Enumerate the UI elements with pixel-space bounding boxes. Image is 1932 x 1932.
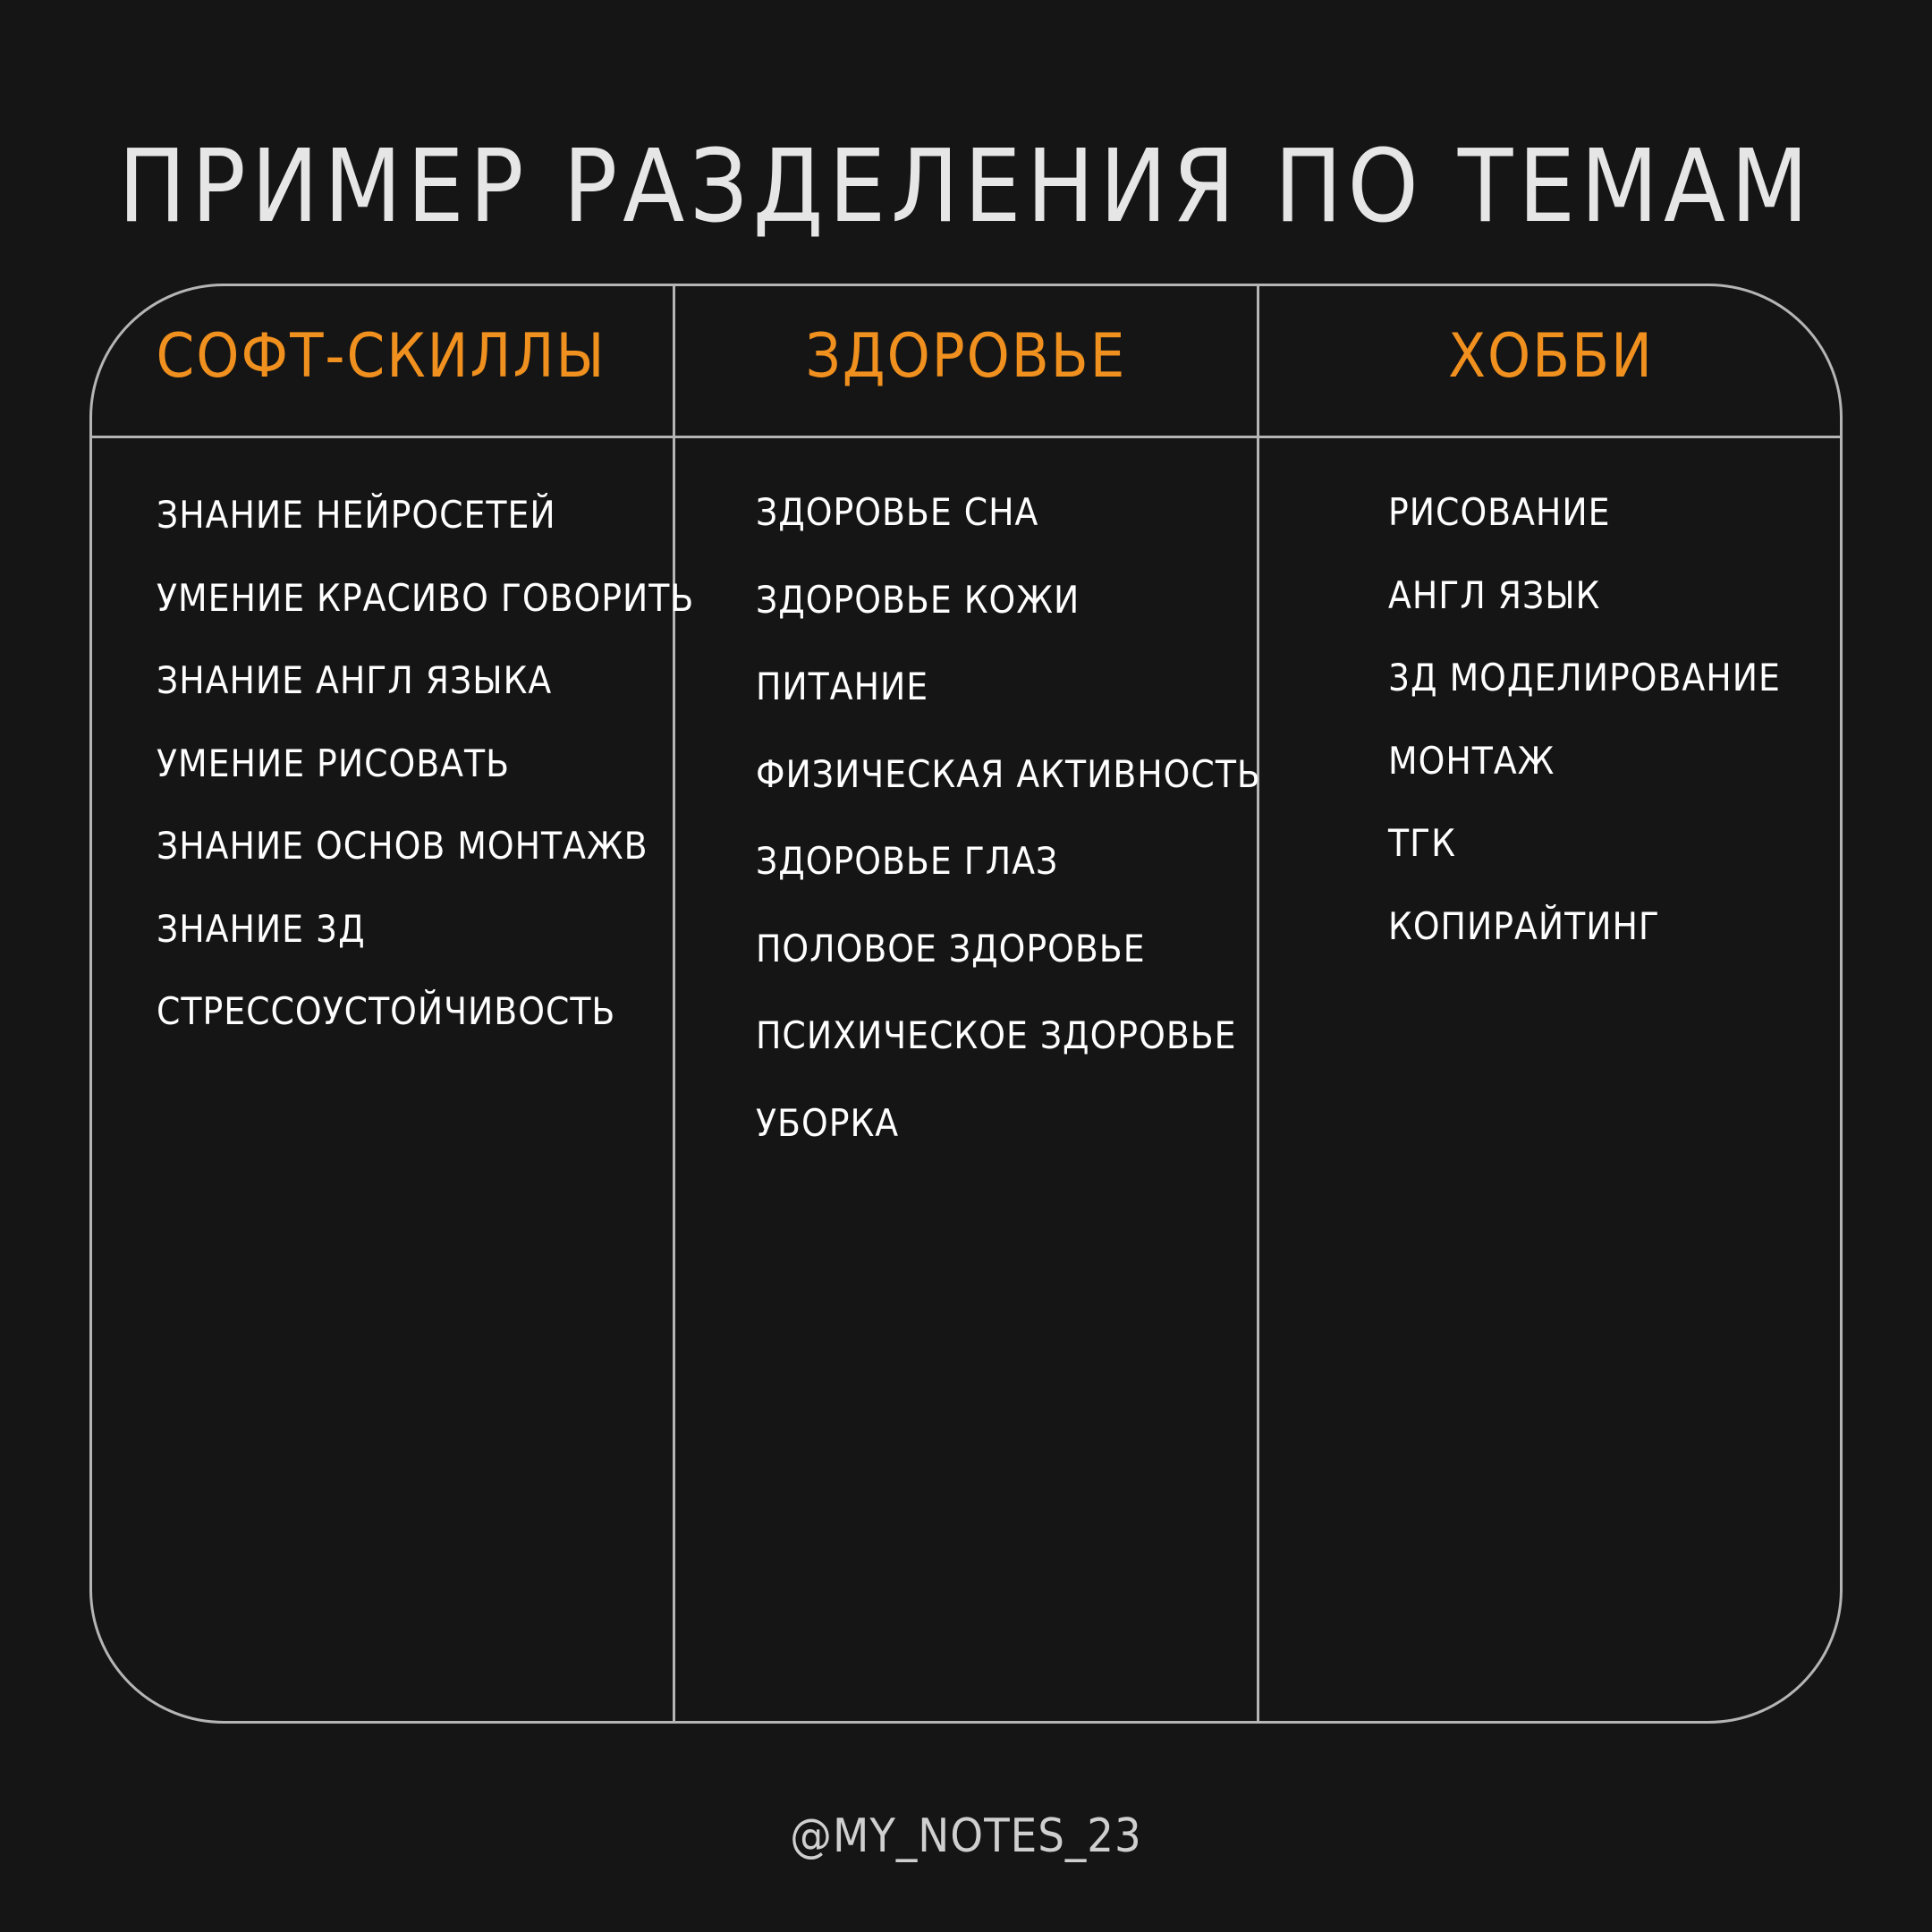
list-item: ЗДОРОВЬЕ СНА xyxy=(756,490,1039,534)
hobby-list xyxy=(1388,490,1781,990)
header-divider xyxy=(89,436,1843,438)
list-item: ЗДОРОВЬЕ ГЛАЗ xyxy=(756,839,1059,883)
list-item: ЗНАНИЕ ОСНОВ МОНТАЖВ xyxy=(157,824,648,868)
list-item: УМЕНИЕ КРАСИВО ГОВОРИТЬ xyxy=(157,575,695,620)
list-item: КОПИРАЙТИНГ xyxy=(1388,903,1660,948)
list-item: ПОЛОВОЕ ЗДОРОВЬЕ xyxy=(756,926,1146,970)
list-item: ЗДОРОВЬЕ КОЖИ xyxy=(756,577,1080,622)
author-handle: @MY_NOTES_23 xyxy=(790,1809,1142,1863)
list-item: 3Д МОДЕЛИРОВАНИЕ xyxy=(1388,656,1781,699)
soft-skills-list xyxy=(157,493,695,1076)
list-item: ЗНАНИЕ НЕЙРОСЕТЕЙ xyxy=(157,493,556,537)
column-header-hobby: ХОББИ xyxy=(1448,321,1654,392)
list-item: ПИТАНИЕ xyxy=(756,665,929,708)
list-item: ТГК xyxy=(1388,821,1456,865)
list-item: ЗНАНИЕ АНГЛ ЯЗЫКА xyxy=(157,658,553,702)
list-item: РИСОВАНИЕ xyxy=(1388,490,1611,534)
list-item: ПСИХИЧЕСКОЕ ЗДОРОВЬЕ xyxy=(756,1013,1237,1057)
column-header-health: ЗДОРОВЬЕ xyxy=(805,321,1127,392)
list-item: УМЕНИЕ РИСОВАТЬ xyxy=(157,741,510,785)
list-item: СТРЕССОУСТОЙЧИВОСТЬ xyxy=(157,989,616,1033)
list-item: УБОРКА xyxy=(756,1100,900,1145)
list-item: ЗНАНИЕ 3Д xyxy=(157,906,366,951)
list-item: МОНТАЖ xyxy=(1388,738,1555,783)
page-title: ПРИМЕР РАЗДЕЛЕНИЯ ПО ТЕМАМ xyxy=(118,129,1814,246)
list-item: АНГЛ ЯЗЫК xyxy=(1388,572,1601,617)
column-header-soft-skills: СОФТ-СКИЛЛЫ xyxy=(156,321,606,392)
list-item: ФИЗИЧЕСКАЯ АКТИВНОСТЬ xyxy=(756,751,1261,796)
health-list xyxy=(756,490,1261,1191)
